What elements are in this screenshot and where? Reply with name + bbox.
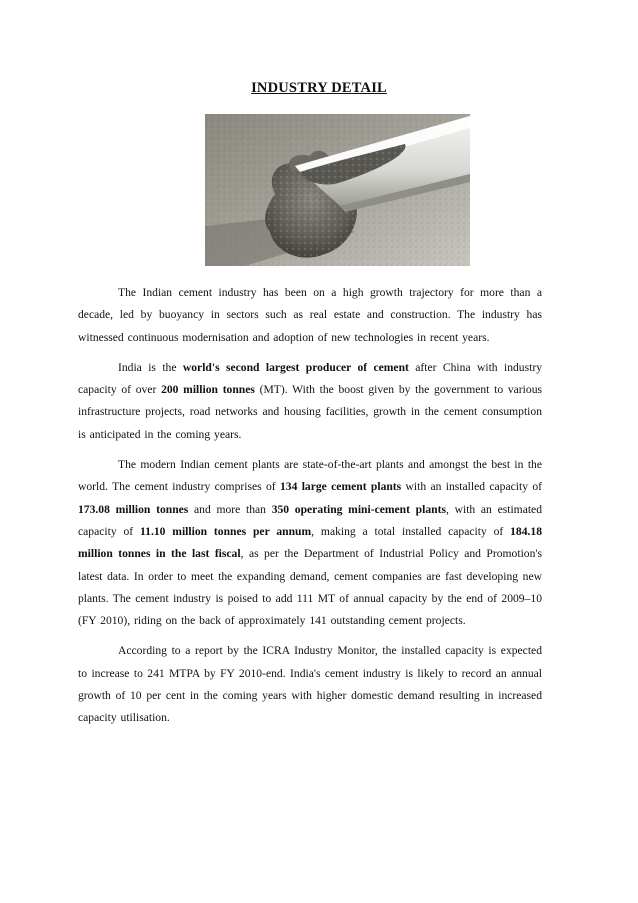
bold-text: 11.10 million tonnes per annum (139, 524, 312, 538)
paragraph (78, 282, 542, 349)
cement-pouring-photo (205, 114, 470, 266)
article-body (78, 282, 542, 738)
text-run: with an installed capacity of (401, 480, 543, 494)
bold-text: 134 large cement plants (279, 480, 402, 494)
bold-text: 350 operating mini-cement plants (271, 502, 446, 516)
text-run: The Indian cement industry has been on a high growth trajectory for more than a decade, led by buoyancy in sectors such as real estate and construction. The industry has witnessed continuous modernisation and adoption of new technologies in recent years. (78, 286, 542, 344)
paragraph (78, 357, 542, 446)
text-run: , with an estimated capacity of (78, 502, 542, 538)
text-run: (MT). With the boost given by the government to various infrastructure projects, road networks and housing facilities, growth in the cement consumption is anticipated in the coming years. (78, 383, 542, 441)
bold-text: world's second largest producer of cement (182, 360, 409, 374)
text-run: According to a report by the ICRA Industry Monitor, the installed capacity is expected to increase to 241 MTPA by FY 2010-end. India's cement industry is likely to record an annual growth of 10 per cent in the coming years with higher domestic demand resulting in increased capacity utilisation. (78, 644, 542, 725)
bold-text: 173.08 million tonnes (78, 502, 189, 516)
bold-text: 200 million tonnes (161, 383, 255, 397)
bold-text: 184.18 million tonnes in the last fiscal (78, 524, 542, 561)
text-run: , making a total installed capacity of (311, 524, 511, 538)
text-run: The modern Indian cement plants are state-of-the-art plants and amongst the best in the world. The cement industry comprises of (78, 458, 542, 494)
text-run: , as per the Department of Industrial Policy and Promotion's latest data. In order to meet the expanding demand, cement companies are fast developing new plants. The cement industry is poised to add 111 MT of annual capacity by the end of 2009–10 (FY 2010), riding on the back of approximately 141 outstanding cement projects. (78, 547, 542, 628)
paragraph (78, 640, 542, 729)
cement-pouring-image (205, 114, 470, 266)
text-run: after China with industry capacity of over (78, 360, 542, 397)
text-run: and more than (188, 502, 272, 516)
paragraph (78, 454, 542, 632)
page-title: INDUSTRY DETAIL (251, 80, 387, 96)
text-run: India is the (118, 360, 183, 374)
